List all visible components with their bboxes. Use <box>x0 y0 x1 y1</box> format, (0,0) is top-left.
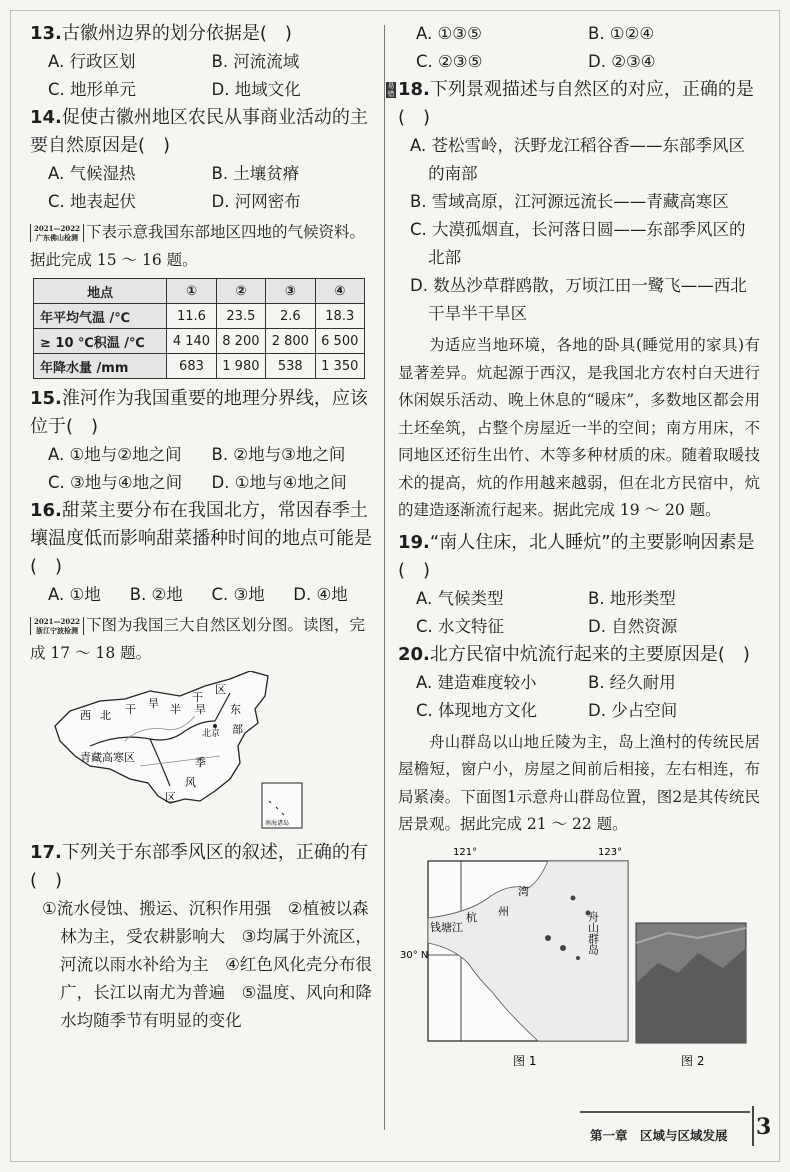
longitude-label: 121° <box>453 846 478 858</box>
option[interactable]: B. 土壤贫瘠 <box>211 164 300 183</box>
beijing-marker <box>213 724 217 728</box>
map-label: 季 <box>195 756 206 769</box>
page-edge-bar <box>752 1106 754 1146</box>
option[interactable]: C. 地表起伏 <box>48 192 137 211</box>
hangzhou-bay-label: 杭 <box>466 910 477 924</box>
table-row <box>34 304 365 329</box>
china-natural-regions-map <box>30 671 360 831</box>
page-number: 3 <box>756 1114 772 1140</box>
table-cell: 23.5 <box>216 304 265 329</box>
question-20: 20.北方民宿中炕流行起来的主要原因是( ) <box>398 643 750 665</box>
option[interactable]: A. 行政区划 <box>48 52 136 71</box>
table-header: ④ <box>315 279 364 304</box>
option[interactable]: D. 地域文化 <box>211 80 301 99</box>
island <box>560 945 566 951</box>
row-label: 年平均气温 /℃ <box>34 304 167 329</box>
question-18: 易错 18.下列景观描述与自然区的对应，正确的是( ) <box>387 79 754 128</box>
table-cell: 11.6 <box>167 304 216 329</box>
table-header-row <box>34 279 365 304</box>
question-13-options <box>30 48 375 104</box>
option[interactable]: B. ②地与③地之间 <box>211 445 346 464</box>
row-label: 年降水量 /mm <box>34 354 167 379</box>
option[interactable]: A. ①③⑤ <box>416 24 482 43</box>
option[interactable]: D. 数丛沙草群鸥散，万顷江田一鹭飞——西北干旱半干旱区 <box>410 276 747 323</box>
question-16-options <box>30 581 375 609</box>
column-divider <box>384 25 385 1130</box>
map-label: 南海诸岛 <box>265 820 290 827</box>
passage-21-22: 舟山群岛以山地丘陵为主，岛上渔村的传统民居屋檐短，窗户小，房屋之间前后相接，左右相连，布局紧凑。下面图1示意舟山群岛位置，图2是其传统民居景观。据此完成 21 ～ 22 题。 <box>398 732 760 833</box>
option[interactable]: C. 体现地方文化 <box>416 700 538 720</box>
option[interactable]: B. 河流流域 <box>211 52 300 71</box>
option[interactable]: A. 气候湿热 <box>48 164 136 183</box>
table-cell: 18.3 <box>315 304 364 329</box>
map-label: 西 <box>80 709 91 722</box>
table-cell: 683 <box>167 354 216 379</box>
error-prone-badge: 易错 <box>387 82 395 98</box>
option[interactable]: D. ④地 <box>293 585 348 604</box>
passage-19-20: 为适应当地环境，各地的卧具(睡觉用的家具)有显著差异。炕起源于西汉，是我国北方农村白天进行休闲娱乐活动、晚上休息的“暖床”，多数地区都会用土坯垒筑，占整个房屋近一半的空间；南方用床，不同地区还衍生出竹、木等多种材质的床。随着取暖技术的提高，炕的作用越来越弱，但在北方民宿中，炕的建造逐渐流行起来。据此完成 19 ～ 20 题。 <box>398 336 760 519</box>
map-label: 干 <box>125 703 136 716</box>
longitude-label: 123° <box>598 846 623 858</box>
map-label: 区 <box>215 683 226 696</box>
latitude-label: 30° N <box>400 949 429 961</box>
option[interactable]: B. 经久耐用 <box>588 672 676 692</box>
option[interactable]: C. ③地 <box>211 585 265 604</box>
option[interactable]: C. ②③⑤ <box>416 52 483 71</box>
china-outline <box>55 671 268 803</box>
table-cell: 1 350 <box>315 354 364 379</box>
question-16: 16.甜菜主要分布在我国北方，常因春季土壤温度低而影响甜菜播种时间的地点可能是( ) <box>30 500 372 577</box>
option[interactable]: C. 水文特征 <box>416 616 505 636</box>
option[interactable]: B. 雪域高原，江河源远流长——青藏高寒区 <box>410 192 729 211</box>
option[interactable]: C. 大漠孤烟直，长河落日圆——东部季风区的北部 <box>410 220 746 267</box>
map-label: 青藏高寒区 <box>80 751 135 764</box>
map-label: 旱 <box>195 703 206 716</box>
table-cell: 2 800 <box>266 329 315 354</box>
figures <box>398 843 760 1073</box>
option[interactable]: D. 自然资源 <box>588 616 678 636</box>
option[interactable]: D. 河网密布 <box>211 192 301 211</box>
chapter-footer: 第一章 区域与区域发展 <box>590 1128 728 1143</box>
option[interactable]: D. ②③④ <box>588 52 656 71</box>
zhoushan-label: 舟山群岛 <box>586 910 600 955</box>
question-14-options <box>30 160 375 216</box>
option[interactable]: A. ①地与②地之间 <box>48 445 182 464</box>
table-header: ③ <box>266 279 315 304</box>
island <box>576 956 580 960</box>
option[interactable]: B. ②地 <box>129 585 183 604</box>
question-14: 14.促使古徽州地区农民从事商业活动的主要自然原因是( ) <box>30 107 368 156</box>
table-cell: 1 980 <box>216 354 265 379</box>
option[interactable]: A. 苍松雪岭，沃野龙江稻谷香——东部季风区的南部 <box>410 136 745 183</box>
table-cell: 8 200 <box>216 329 265 354</box>
option[interactable]: A. 气候类型 <box>416 588 504 608</box>
question-13: 13.古徽州边界的划分依据是( ) <box>30 23 292 44</box>
question-19-options <box>398 585 760 641</box>
source-tag: 2021—2022 广东佛山检测 <box>30 224 84 242</box>
option[interactable]: C. 地形单元 <box>48 80 137 99</box>
table-cell: 4 140 <box>167 329 216 354</box>
row-label: ≥ 10 ℃积温 /℃ <box>34 329 167 354</box>
option[interactable]: D. ①地与④地之间 <box>211 473 347 492</box>
qiantang-label: 钱塘江 <box>430 920 463 934</box>
map-label: 部 <box>232 723 243 736</box>
question-17-statements <box>30 895 375 1035</box>
question-19: 19.“南人住床，北人睡炕”的主要影响因素是( ) <box>398 531 755 581</box>
option[interactable]: B. 地形类型 <box>588 588 676 608</box>
table-cell: 2.6 <box>266 304 315 329</box>
source-tag: 2021—2022 浙江宁波检测 <box>30 617 84 635</box>
option[interactable]: D. 少占空间 <box>588 700 678 720</box>
map-label: 区 <box>165 791 176 804</box>
option[interactable]: C. ③地与④地之间 <box>48 473 183 492</box>
map-label: 干 <box>192 691 203 704</box>
island <box>545 935 551 941</box>
map-label: 半 <box>170 703 181 716</box>
option[interactable]: B. ①②④ <box>588 24 655 43</box>
intro-17-18: 2021—2022 浙江宁波检测 下图为我国三大自然区划分图。读图，完成 17 ～ 18 题。 <box>30 616 365 662</box>
map-label: 风 <box>185 776 196 789</box>
figure-1-caption: 图 1 <box>513 1053 537 1068</box>
question-20-options <box>398 669 760 725</box>
map-label: 北 <box>100 709 111 722</box>
left-column <box>30 20 375 1035</box>
beijing-label: 北京 <box>202 729 221 739</box>
table-cell: 538 <box>266 354 315 379</box>
table-header: 地点 <box>34 279 167 304</box>
zhoushan-figures <box>398 843 760 1073</box>
table-cell: 6 500 <box>315 329 364 354</box>
island <box>571 895 576 900</box>
table-header: ① <box>167 279 216 304</box>
intro-15-16: 2021—2022 广东佛山检测 下表示意我国东部地区四地的气候资料。据此完成 15 ～ 16 题。 <box>30 223 365 269</box>
question-17: 17.下列关于东部季风区的叙述，正确的有( ) <box>30 842 368 891</box>
statement-list: ①流水侵蚀、搬运、沉积作用强 ②植被以森林为主，受农耕影响大 ③均属于外流区，河流以雨水补给为主 ④红色风化壳分布很广，长江以南尤为普遍 ⑤温度、风向和降水均随季节有明显的变化 <box>42 899 372 1030</box>
question-18-options <box>398 132 760 328</box>
table-row <box>34 354 365 379</box>
climate-table <box>33 278 365 379</box>
option[interactable]: A. 建造难度较小 <box>416 672 537 692</box>
question-15-options <box>30 441 375 497</box>
table-row <box>34 329 365 354</box>
footer-rule <box>580 1111 750 1113</box>
map-label: 旱 <box>148 697 159 710</box>
option[interactable]: A. ①地 <box>48 585 101 604</box>
hangzhou-bay-label: 湾 <box>518 884 529 898</box>
question-17-options <box>398 20 760 76</box>
table-header: ② <box>216 279 265 304</box>
question-15: 15.淮河作为我国重要的地理分界线，应该位于( ) <box>30 388 368 437</box>
hangzhou-bay-label: 州 <box>498 904 509 918</box>
figure-2-caption: 图 2 <box>681 1053 705 1068</box>
right-column <box>387 20 760 1073</box>
map-label: 东 <box>230 703 241 716</box>
